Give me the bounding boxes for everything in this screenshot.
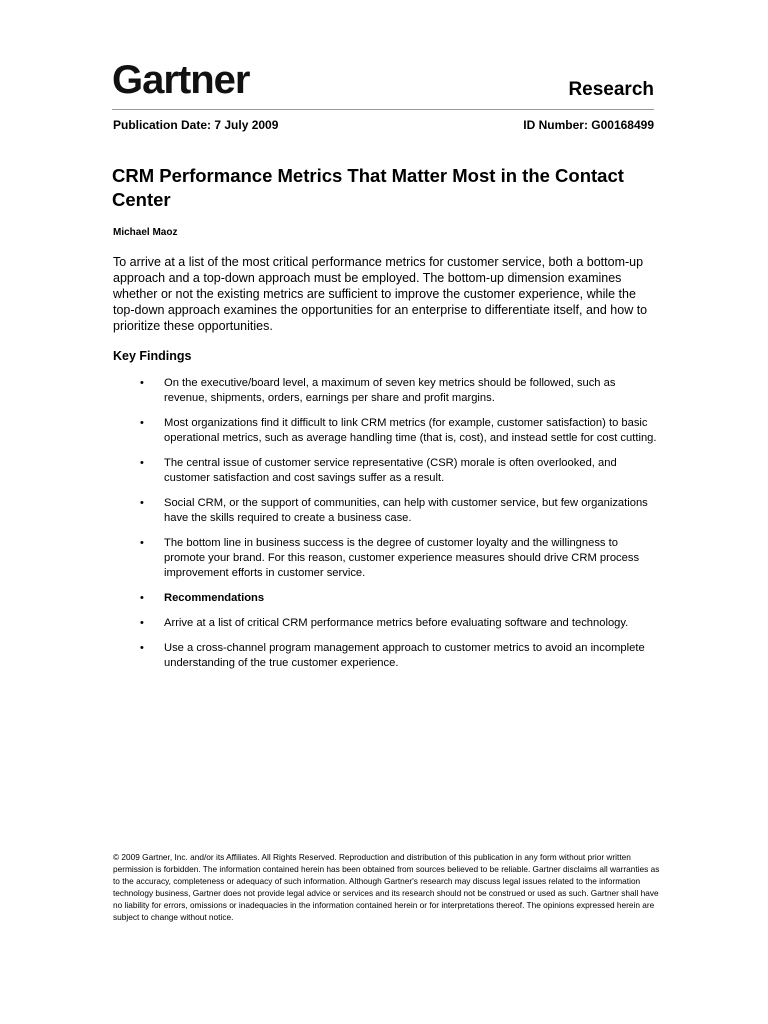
key-findings-heading: Key Findings [113,349,192,363]
list-item [140,536,660,581]
bullet-icon: • [140,537,144,549]
intro-paragraph: To arrive at a list of the most critical performance metrics for customer service, both a bottom-up approach and a top-down approach must be employed. The bottom-up dimension examines whether or not the existing metrics are sufficient to improve the customer experience, while the top-down approach examines the opportunities for an enterprise to differentiate itself, and how to prioritize these opportunities. [113,255,648,333]
list-item [140,456,660,486]
list-item [140,616,660,631]
bullet-icon: • [140,642,144,654]
copyright-notice: © 2009 Gartner, Inc. and/or its Affiliates. All Rights Reserved. Reproduction and distribution of this publication in any form without prior written permission is forbidden. The information contained herein has been obtained from sources believed to be reliable. Gartner disclaims all warranties as to the accuracy, completeness or adequacy of such information. Although Gartner's research may discuss legal issues related to the information technology business, Gartner does not provide legal advice or services and its research should not be construed or used as such. Gartner shall have no liability for errors, omissions or inadequacies in the information contained herein or for interpretations thereof. The opinions expressed herein are subject to change without notice. [113,852,660,922]
bullet-icon: • [140,417,144,429]
list-item [140,416,660,446]
id-number: ID Number: G00168499 [523,118,654,132]
list-item [140,641,660,671]
bullet-icon: • [140,377,144,389]
bullet-icon: • [140,497,144,509]
publication-date: Publication Date: 7 July 2009 [113,118,279,132]
finding-text: Social CRM, or the support of communities, can help with customer service, but few organizations have the skills required to create a business case. [164,497,648,524]
gartner-logo: Gartner [112,58,250,102]
section-label: Research [568,79,654,100]
finding-text: Arrive at a list of critical CRM performance metrics before evaluating software and technology. [164,617,629,629]
finding-text: On the executive/board level, a maximum of seven key metrics should be followed, such as revenue, shipments, orders, earnings per share and profit margins. [164,377,616,404]
finding-text: Most organizations find it difficult to link CRM metrics (for example, customer satisfaction) to basic operational metrics, such as average handling time (that is, cost), and instead settle for cost cutting. [164,417,657,444]
finding-text: The bottom line in business success is the degree of customer loyalty and the willingness to promote your brand. For this reason, customer experience measures should drive CRM process improvement efforts in customer service. [164,537,640,579]
document-title: CRM Performance Metrics That Matter Most in the Contact Center [112,165,624,210]
list-item [140,591,660,606]
list-item [140,496,660,526]
recommendations-heading: Recommendations [164,592,265,604]
finding-text: Use a cross-channel program management approach to customer metrics to avoid an incomplete understanding of the true customer experience. [164,642,645,669]
bullet-icon: • [140,457,144,469]
bullet-icon: • [140,617,144,629]
header-divider [112,109,654,110]
finding-text: The central issue of customer service representative (CSR) morale is often overlooked, and customer satisfaction and cost savings suffer as a result. [164,457,617,484]
bullet-icon: • [140,592,144,604]
author-name: Michael Maoz [113,227,178,238]
findings-list [140,376,660,681]
list-item [140,376,660,406]
